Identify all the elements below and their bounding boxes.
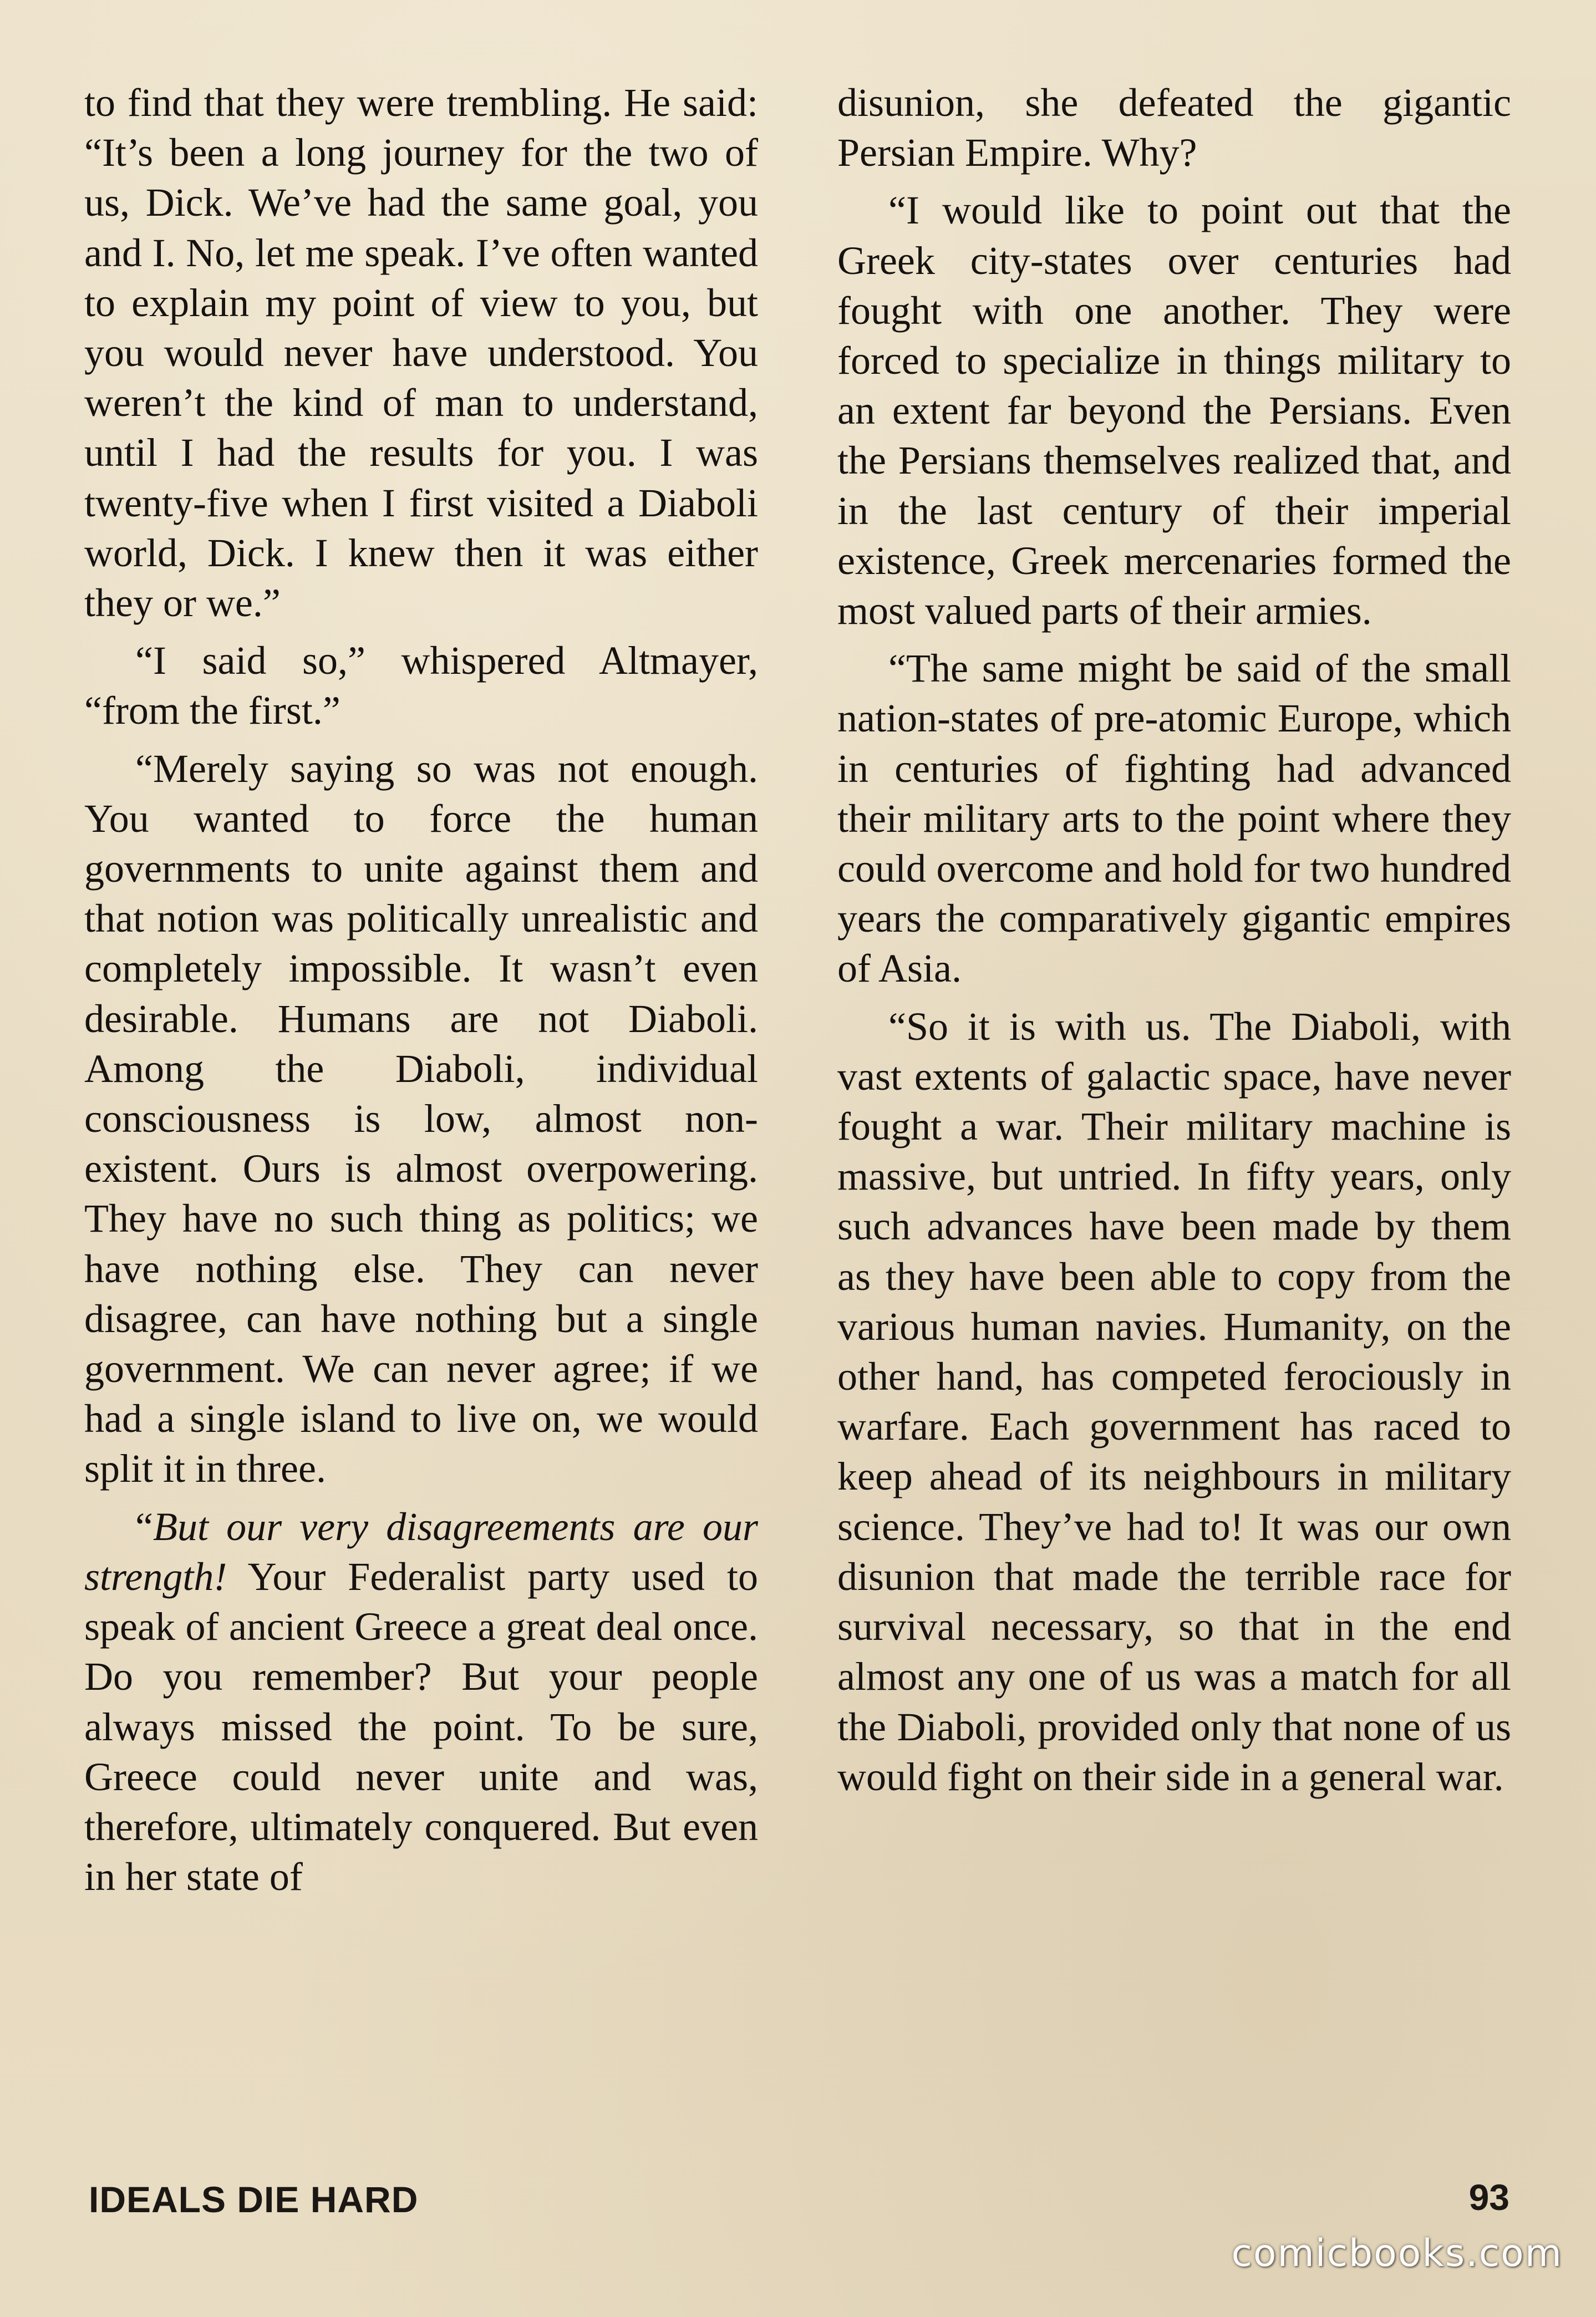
paragraph: “Merely saying so was not enough. You wanted to force the human governments to unite against them and that notion was politically unrealistic and completely impossible. It wasn’t even desirable. Humans are not Diaboli. Among the Diaboli, individual consciousness is low, almost non-existent. Ours is almost overpowering. They have no such thing as politics; we have nothing else. They can never disagree, can have nothing but a single government. We can never agree; if we had a single island to live on, we would split it in three.	[84, 746, 758, 1491]
page-number: 93	[1468, 2177, 1509, 2218]
paragraph: disunion, she defeated the gigantic Persian Empire. Why?	[837, 80, 1511, 175]
paragraph: “I would like to point out that the Greek city-states over centuries had fought with one another. They were forced to specialize in things military to an extent far beyond the Persians. Even the Persians themselves realized that, and in the last century of their imperial existence, Greek mercenaries formed the most valued parts of their armies.	[837, 188, 1511, 633]
paragraph: “I said so,” whispered Altmayer, “from the first.”	[84, 638, 758, 733]
paragraph: “So it is with us. The Diaboli, with vast extents of galactic space, have never fought a war. Their military machine is massive, but untried. In fifty years, only such advances have been made by them as they have been able to copy from the various human navies. Humanity, on the other hand, has competed ferociously in warfare. Each government has raced to keep ahead of its neighbours in military science. They’ve had to! It was our own disunion that made the terrible race for survival necessary, so that in the end almost any one of us was a match for all the Diaboli, provided only that none of us would fight on their side in a general war.	[837, 1004, 1511, 1799]
watermark: comicbooks.com	[1231, 2232, 1563, 2275]
quote-mark: “	[135, 1504, 153, 1549]
paragraph	[84, 1502, 758, 1902]
right-column	[837, 78, 1511, 1810]
running-footer-title: IDEALS DIE HARD	[89, 2179, 419, 2220]
italic-emphasis: But our very disagreements are our strength!	[84, 1504, 758, 1599]
left-column	[84, 78, 758, 1909]
paragraph: “The same might be said of the small nation-states of pre-atomic Europe, which in centuries of fighting had advanced their military arts to the point where they could overcome and hold for two hundred years the comparatively gigantic empires of Asia.	[837, 646, 1511, 991]
paragraph: to find that they were trembling. He said: “It’s been a long journey for the two of us, Dick. We’ve had the same goal, you and I. No, let me speak. I’ve often wanted to explain my point of view to you, but you would never have understood. You weren’t the kind of man to understand, until I had the results for you. I was twenty-five when I first visited a Diaboli world, Dick. I knew then it was either they or we.”	[84, 80, 758, 626]
paragraph-continuation: Your Federalist party used to speak of ancient Greece a great deal once. Do you remember? But your people always missed the point. To be sure, Greece could never unite and was, therefore, ultimately conquered. But even in her state of	[84, 1554, 758, 1899]
